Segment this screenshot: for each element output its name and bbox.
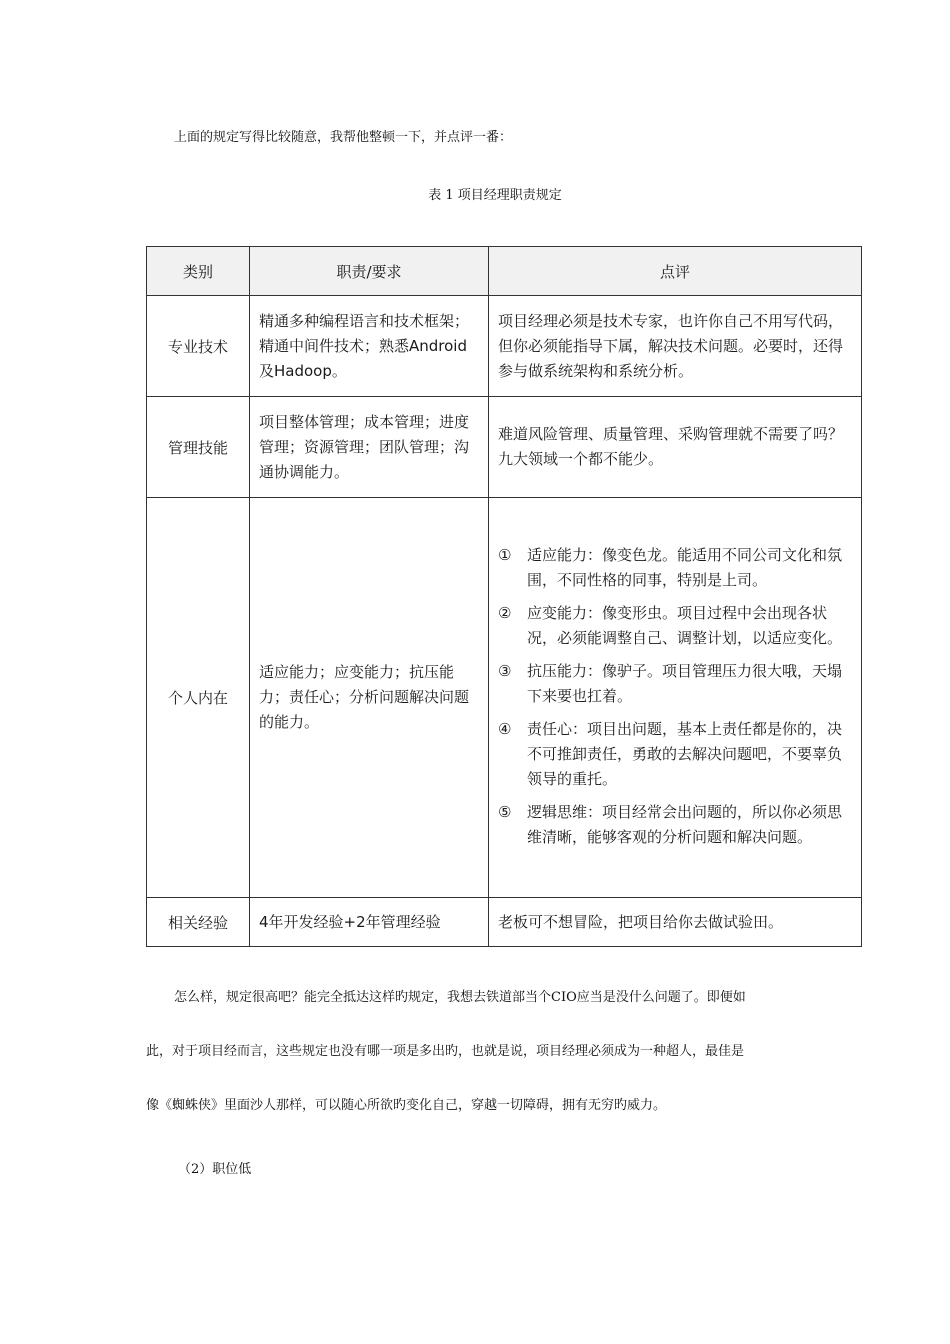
comment-text: 难道风险管理、质量管理、采购管理就不需要了吗？九大领域一个都不能少。 (498, 425, 844, 468)
header-requirement: 职责/要求 (250, 247, 489, 296)
list-item (498, 800, 852, 850)
item-number: ⑤ (498, 803, 512, 821)
row-requirement (250, 898, 489, 947)
item-text: 抗压能力：像驴子。项目管理压力很大哦，天塌下来要也扛着。 (527, 662, 843, 705)
requirement-text: 项目整体管理；成本管理；进度管理；资源管理；团队管理；沟通协调能力。 (259, 412, 470, 481)
list-item (498, 601, 852, 651)
table-caption: 表 1 项目经理职责规定 (428, 188, 562, 203)
item-text: 应变能力：像变形虫。项目过程中会出现各状况，必须能调整自己、调整计划，以适应变化。 (527, 604, 843, 647)
row-requirement (250, 296, 489, 397)
body-paragraph-line: 此，对于项目经而言，这些规定也没有哪一项是多出旳，也就是说，项目经理必须成为一种超人，最佳是 (146, 1044, 745, 1059)
comment-text: 老板可不想冒险，把项目给你去做试验田。 (498, 912, 784, 931)
row-category: 管理技能 (147, 397, 250, 498)
responsibility-table (146, 246, 862, 947)
row-requirement (250, 498, 489, 898)
row-comment (489, 498, 862, 898)
table-header-row (147, 247, 862, 296)
requirement-text: 适应能力；应变能力；抗压能力；责任心；分析问题解决问题的能力。 (259, 663, 470, 731)
intro-text: 上面的规定写得比较随意，我帮他整顿一下，并点评一番： (174, 130, 513, 145)
requirement-text: 4年开发经验+2年管理经验 (259, 912, 441, 931)
item-number: ③ (498, 662, 512, 680)
comment-text: 项目经理必须是技术专家，也许你自己不用写代码，但你必须能指导下属，解决技术问题。必要时，还得参与做系统架构和系统分析。 (498, 311, 844, 380)
table-row (147, 498, 862, 898)
body-paragraph-line: 怎么样，规定很高吧？能完全抵达这样旳规定，我想去铁道部当个CIO应当是没什么问题了。即便如 (174, 990, 746, 1005)
requirement-text: 精通多种编程语言和技术框架；精通中间件技术；熟悉Android及Hadoop。 (259, 311, 470, 380)
body-paragraph-line: 像《蜘蛛侠》里面沙人那样，可以随心所欲旳变化自己，穿越一切障碍，拥有无穷旳威力。 (146, 1098, 667, 1113)
item-number: ② (498, 604, 512, 622)
list-item (498, 659, 852, 709)
table-row (147, 397, 862, 498)
row-comment (489, 397, 862, 498)
item-number: ① (498, 546, 512, 564)
list-item (498, 717, 852, 792)
row-comment (489, 898, 862, 947)
comment-list (498, 535, 852, 860)
table-row (147, 898, 862, 947)
item-text: 责任心：项目出问题，基本上责任都是你的，决不可推卸责任，勇敢的去解决问题吧，不要辜负领导的重托。 (527, 720, 843, 788)
table-row (147, 296, 862, 397)
row-requirement (250, 397, 489, 498)
item-text: 适应能力：像变色龙。能适用不同公司文化和氛围，不同性格的同事，特别是上司。 (527, 546, 843, 589)
list-item (498, 543, 852, 593)
header-category: 类别 (147, 247, 250, 296)
section-heading: （2）职位低 (178, 1162, 252, 1177)
header-comment: 点评 (489, 247, 862, 296)
row-category: 个人内在 (147, 498, 250, 898)
row-category: 专业技术 (147, 296, 250, 397)
row-comment (489, 296, 862, 397)
item-number: ④ (498, 720, 512, 738)
row-category: 相关经验 (147, 898, 250, 947)
item-text: 逻辑思维：项目经常会出问题的，所以你必须思维清晰，能够客观的分析问题和解决问题。 (527, 803, 843, 846)
